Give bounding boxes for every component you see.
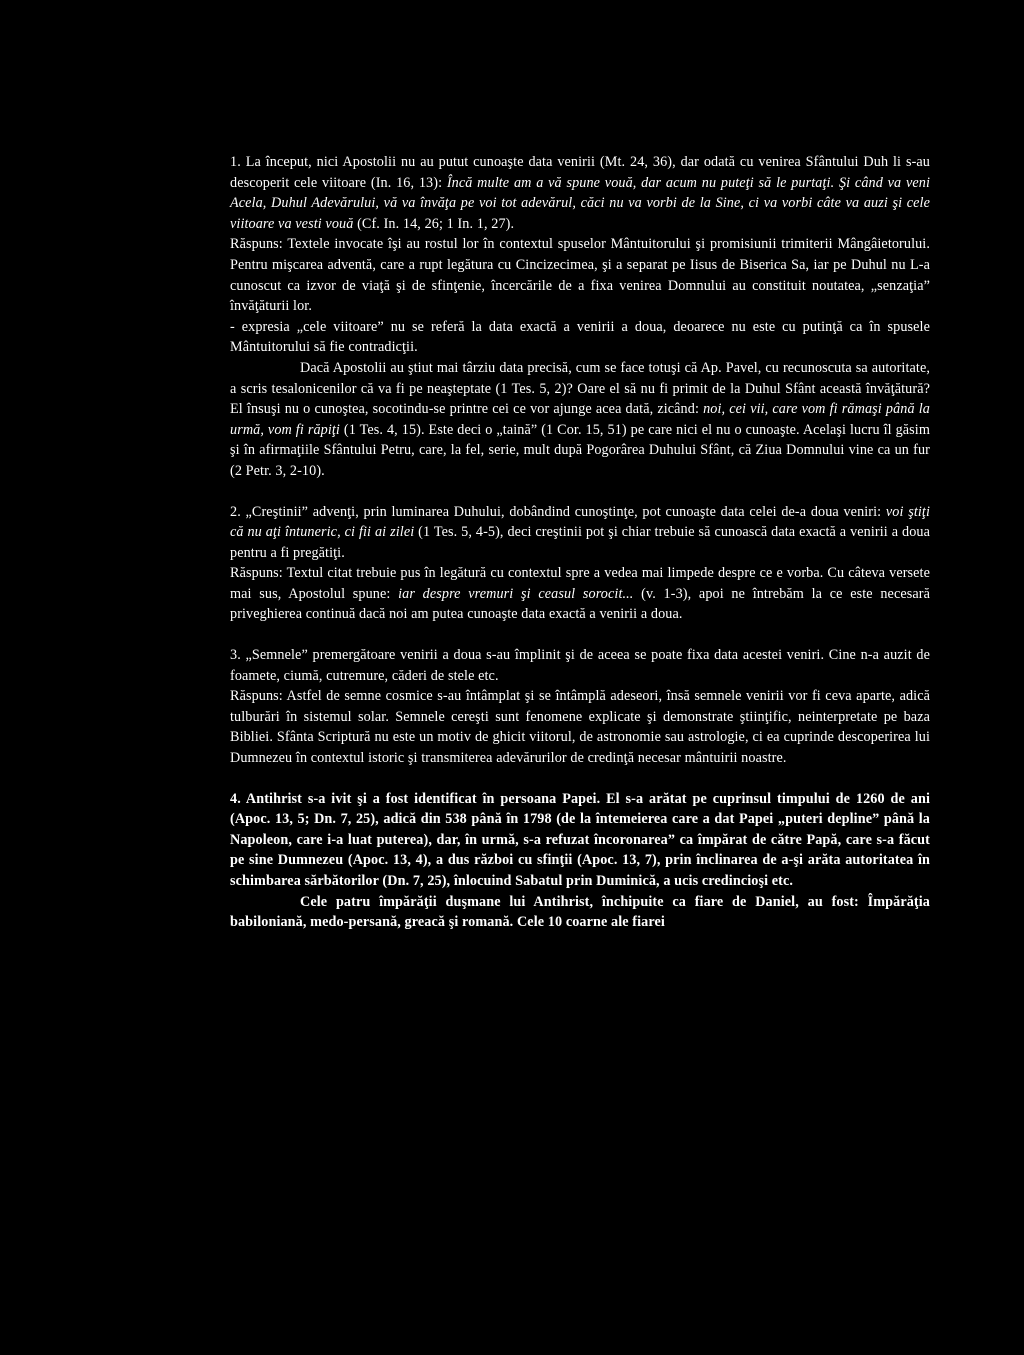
- section-3-intro: 3. „Semnele” premergătoare venirii a doua s-au împlinit şi de aceea se poate fixa data acestei veniri. Cine n-a auzit de foamete, ciumă, cutremure, căderi de stele etc.: [230, 647, 930, 684]
- section-1-intro: [230, 152, 930, 234]
- section-1-answer-label: Răspuns:: [230, 236, 283, 253]
- document-page: [230, 152, 930, 933]
- section-spacer: [230, 482, 930, 502]
- section-3-answer-label: Răspuns:: [230, 688, 283, 705]
- section-4-intro: 4. Antihrist s-a ivit şi a fost identificat în persoana Papei. El s-a arătat pe cuprinsul timpului de 1260 de ani (Apoc. 13, 5; Dn. 7, 25), adică din 538 până în 1798 (de la întemeierea care a dat Papei „puteri depline” până la Napoleon, care i-a luat puterea), dar, în urmă, s-a refuzat încoronarea” ca împărat de către Papă, care s-a făcut pe sine Dumnezeu (Apoc. 13, 4), a dus război cu sfinţii (Apoc. 13, 7), prin înclinarea de a-şi arăta autoritatea în schimbarea sărbătorilor (Dn. 7, 25), înlocuind Sabatul prin Duminică, a ucis credincioşi etc.: [230, 790, 930, 889]
- section-2-answer-end: (v. 1-3), apoi ne întrebăm la ce este necesară priveghierea continuă dacă noi am putea cunoaşte data exactă a venirii a doua.: [230, 585, 930, 623]
- section-1-para2-quote: noi, cei vii, care vom fi rămaşi până la urmă, vom fi răpiţi: [230, 401, 930, 438]
- section-2-answer: [230, 563, 930, 625]
- section-1-answer-text: Textele invocate îşi au rostul lor în contextul spuselor Mântuitorului şi promisiunii trimiterii Mângâietorului. Pentru mişcarea adventă, care a rupt legătura cu Cincizecimea, şi a separat pe Iisus de Biserica Sa, iar pe Duhul nu L-a cunoscut ca izvor de viaţă şi de sfinţenie, încercările de a fixa venirea Domnului au constituit noutatea, „senzaţia” învăţăturii lor.: [230, 236, 930, 315]
- section-2-rest: (1 Tes. 5, 4-5), deci creştinii pot şi chiar trebuie să cunoască data exactă a venirii a doua pentru a fi pregătiţi.: [230, 524, 930, 561]
- section-2-answer-label: Răspuns:: [230, 565, 283, 582]
- section-1-para2-start: Dacă Apostolii au ştiut mai târziu data precisă, cum se face totuşi că Ap. Pavel, cu recunoscuta sa autoritate, a scris tesalonicenilor că va fi pe neaşteptate (1 Tes. 5, 2)? Oare el să nu fi primit de la Duhul Sfânt această învăţătură? El însuşi nu o cunoştea, socotindu-se printre cei ce vor ajunge acea dată, zicând:: [230, 359, 930, 418]
- section-spacer: [230, 625, 930, 645]
- section-3-answer: [230, 686, 930, 768]
- section-2-intro: [230, 502, 930, 564]
- section-3-answer-text: Astfel de semne cosmice s-au întâmplat şi se întâmplă adeseori, însă semnele venirii vor fi ceva aparte, adică tulburări în sistemul solar. Semnele cereşti sunt fenomene explicate şi demonstrate ştiinţific, neinterpretate pe baza Bibliei. Sfânta Scriptură nu este un motiv de ghicit viitorul, de astronomie sau astrologie, ci ea cuprinde descoperirea lui Dumnezeu în contextul istoric şi transmiterea adevărurilor de credinţă necesar mântuirii noastre.: [230, 688, 930, 767]
- section-1-ref: (Cf. In. 14, 26; 1 In. 1, 27).: [353, 215, 515, 232]
- section-4-paragraph-2: Cele patru împărăţii duşmane lui Antihrist, închipuite ca fiare de Daniel, au fost: Împărăţia babiloniană, medo-persană, greacă şi romană. Cele 10 coarne ale fiarei: [230, 893, 930, 931]
- section-2-quote: voi ştiţi că nu aţi întuneric, ci fii ai zilei: [230, 503, 930, 541]
- section-1-para2-end: (1 Tes. 4, 15). Este deci o „taină” (1 Cor. 15, 51) pe care nici el nu o cunoaşte. Acelaşi lucru îl găsim şi în afirmaţiile Sfântului Petru, care, la fel, serie, mult după Pogorârea Duhului Sfânt, că Ziua Domnului vine ca un fur (2 Petr. 3, 2-10).: [230, 421, 930, 479]
- section-1-intro-text: 1. La început, nici Apostolii nu au putut cunoaşte data venirii (Mt. 24, 36), dar odată cu venirea Sfântului Duh li s-au descoperit cele viitoare (In. 16, 13):: [230, 154, 930, 191]
- section-spacer: [230, 769, 930, 789]
- section-1-answer: [230, 234, 930, 316]
- section-1-paragraph-2: [230, 358, 930, 482]
- section-2-answer-quote: iar despre vremuri şi ceasul sorocit...: [398, 585, 634, 602]
- section-1-point: - expresia „cele viitoare” nu se referă la data exactă a venirii a doua, deoarece nu este cu putinţă ca în spusele Mântuitorului să fie contradicţii.: [230, 318, 930, 356]
- section-1-quote: Încă multe am a vă spune vouă, dar acum nu puteţi să le purtaţi. Şi când va veni Acela, Duhul Adevărului, vă va învăţa pe voi tot adevărul, căci nu va vorbi de la Sine, ci va vorbi câte va auzi şi cele viitoare va vesti vouă: [230, 174, 930, 232]
- section-2-answer-text: Textul citat trebuie pus în legătură cu contextul spre a vedea mai limpede despre ce e vorba. Cu câteva versete mai sus, Apostolul spune:: [230, 565, 930, 602]
- section-2-intro-text: 2. „Creştinii” advenţi, prin luminarea Duhului, dobândind cunoştinţe, pot cunoaşte data celei de-a doua veniri:: [230, 503, 886, 520]
